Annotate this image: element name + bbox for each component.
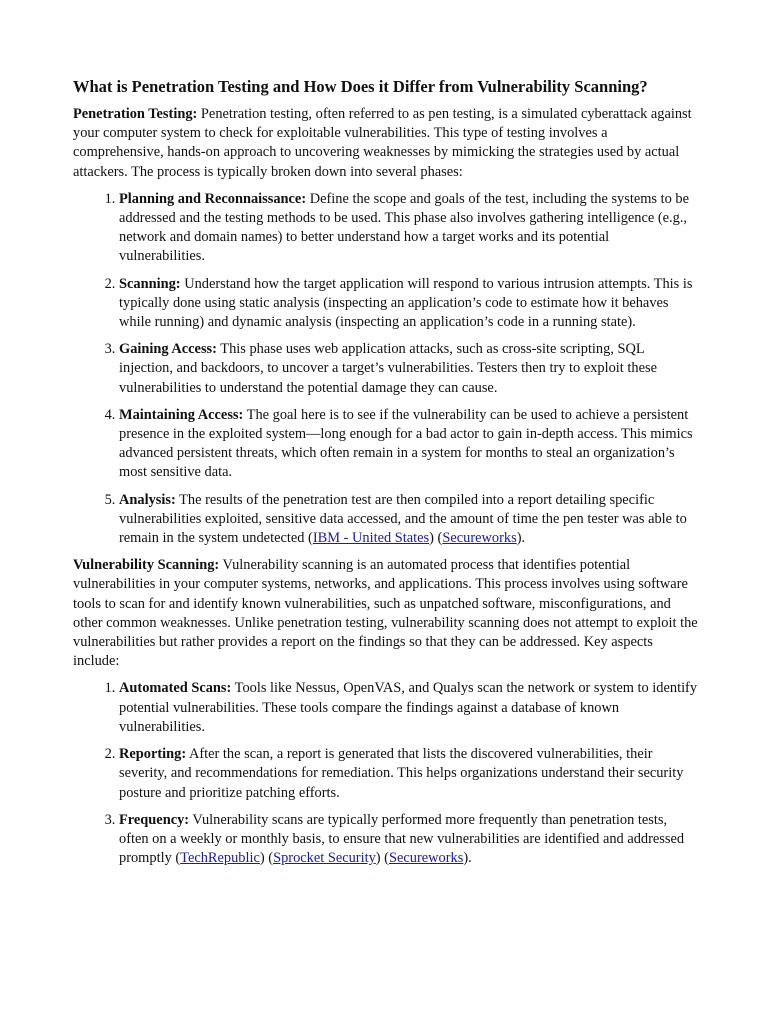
phase-item-gaining-access <box>119 340 698 398</box>
aspect-item-frequency: 3. Frequency: Vulnerability scans are typically performed more frequently than penetration tests, often on a weekly or monthly basis, to ensure that new vulnerabilities are identified and addressed promptly (TechRepublic) (Sprocket Security) (Secureworks). <box>119 811 698 869</box>
phase-item-scanning <box>119 275 698 333</box>
secureworks-link[interactable]: Secureworks <box>442 530 517 547</box>
aspect-label: Reporting: <box>119 746 187 763</box>
ibm-link[interactable]: IBM - United States <box>312 530 430 547</box>
phase-label: Maintaining Access: <box>119 406 244 423</box>
vulnscan-label: Vulnerability Scanning: <box>73 557 220 574</box>
phase-text: Understand how the target application will respond to various intrusion attempts. This is typically done using static analysis (inspecting an application’s code to estimate how it behaves while running) and dynamic analysis (inspecting an application’s code in a running state). <box>119 275 693 331</box>
aspect-label: Frequency: <box>119 811 190 828</box>
phase-item-maintaining-access <box>119 406 698 483</box>
phase-label: Planning and Reconnaissance: <box>119 190 307 207</box>
vulnscan-aspects-list <box>73 679 698 868</box>
aspect-text: After the scan, a report is generated that lists the discovered vulnerabilities, their severity, and recommendations for remediation. This helps organizations understand their security posture and prioritize patching efforts. <box>119 746 684 801</box>
aspect-label: Automated Scans: <box>119 680 232 697</box>
phase-label: Analysis: <box>119 491 176 508</box>
pentest-intro-paragraph <box>73 105 698 182</box>
phase-item-analysis: 5. Analysis: The results of the penetration test are then compiled into a report detailing specific vulnerabilities exploited, sensitive data accessed, and the amount of time the pen tester was able to remain in the system undetected (IBM - United States) (Secureworks). <box>119 491 698 549</box>
page-title: What is Penetration Testing and How Does it Differ from Vulnerability Scanning? <box>73 77 648 96</box>
pentest-intro-text: Penetration testing, often referred to as pen testing, is a simulated cyberattack against your computer system to check for exploitable vulnerabilities. This type of testing involves a comprehensive, hands-on approach to uncovering weaknesses by mimicking the strategies used by actual attackers. The process is typically broken down into several phases: <box>73 106 692 180</box>
vulnscan-intro-text: Vulnerability scanning is an automated process that identifies potential vulnerabilities in your computer systems, networks, and applications. This process involves using software tools to scan for and identify known vulnerabilities, such as unpatched software, misconfigurations, and other common weaknesses. Unlike penetration testing, vulnerability scanning does not attempt to exploit the vulnerabilities but rather provides a report on the findings so that they can be addressed. Key aspects include: <box>73 557 698 670</box>
phase-label: Scanning: <box>119 275 181 292</box>
phase-text: The goal here is to see if the vulnerability can be used to achieve a persistent presence in the exploited system—long enough for a bad actor to gain in-depth access. This mimics advanced persistent threats, which often remain in a system for months to steal an organization’s most sensitive data. <box>119 406 693 481</box>
secureworks-link[interactable]: Secureworks <box>388 850 464 867</box>
sprocket-security-link[interactable]: Sprocket Security <box>273 850 376 867</box>
aspect-text: Vulnerability scans are typically performed more frequently than penetration tests, often on a weekly or monthly basis, to ensure that new vulnerabilities are identified and addressed promptly <box>119 811 685 867</box>
phase-text: Define the scope and goals of the test, including the systems to be addressed and the testing methods to be used. This phase also involves gathering intelligence (e.g., network and domain names) to better understand how a target works and its potential vulnerabilities. <box>119 190 689 265</box>
phase-label: Gaining Access: <box>119 341 217 358</box>
phase-item-planning <box>119 190 698 267</box>
pentest-phases-list <box>73 190 698 548</box>
aspect-item-reporting <box>119 745 698 803</box>
techrepublic-link[interactable]: TechRepublic <box>180 850 260 867</box>
phase-text: This phase uses web application attacks, such as cross-site scripting, SQL injection, and backdoors, to uncover a target’s vulnerabilities. Testers then try to exploit these vulnerabilities to understand the potential damage they can cause. <box>119 341 657 396</box>
phase-text: The results of the penetration test are then compiled into a report detailing specific vulnerabilities exploited, sensitive data accessed, and the amount of time the pen tester was able to remain in the system undetected <box>119 491 687 547</box>
pentest-label: Penetration Testing: <box>73 106 198 122</box>
vulnscan-intro-paragraph <box>73 556 698 671</box>
aspect-text: Tools like Nessus, OpenVAS, and Qualys scan the network or system to identify potential vulnerabilities. These tools compare the findings against a database of known vulnerabilities. <box>119 680 698 735</box>
aspect-item-automated-scans <box>119 679 698 737</box>
